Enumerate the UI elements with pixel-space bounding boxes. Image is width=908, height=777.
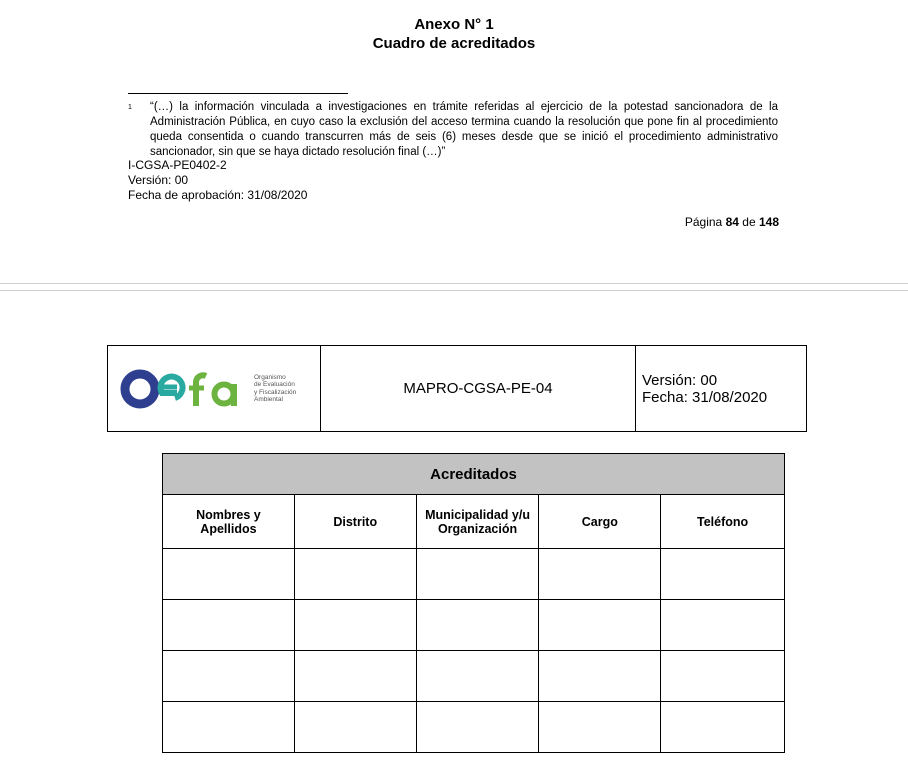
doc-code-cell xyxy=(321,346,636,431)
logo-cell xyxy=(108,346,321,431)
page-break-line xyxy=(0,283,908,284)
table-cell xyxy=(416,651,539,702)
table-row xyxy=(163,702,785,753)
oefa-logo xyxy=(120,368,242,410)
table-cell xyxy=(416,702,539,753)
page-current: 84 xyxy=(725,215,739,229)
table-cell xyxy=(294,651,416,702)
footnote-mark: 1 xyxy=(128,104,132,111)
column-header: Teléfono xyxy=(661,495,785,549)
table-cell xyxy=(661,702,785,753)
table-cell xyxy=(294,600,416,651)
table-cell xyxy=(539,549,661,600)
table-cell xyxy=(416,600,539,651)
logo-tagline xyxy=(254,374,308,404)
logo-tagline-line: de Evaluación xyxy=(254,381,295,388)
approval-date: Fecha de aprobación: 31/08/2020 xyxy=(128,188,308,202)
table-row xyxy=(163,651,785,702)
page-number xyxy=(685,215,779,229)
table-header-row xyxy=(163,495,785,549)
table-cell xyxy=(539,600,661,651)
column-header: Municipalidad y/u Organización xyxy=(416,495,539,549)
header-date: Fecha: 31/08/2020 xyxy=(642,388,768,406)
column-header: Nombres y Apellidos xyxy=(163,495,295,549)
table-cell xyxy=(539,651,661,702)
header-version: Versión: 00 xyxy=(642,371,718,389)
page-label: Página xyxy=(684,215,723,229)
table-cell xyxy=(539,702,661,753)
footnote xyxy=(128,100,778,160)
document-code: I-CGSA-PE0402-2 xyxy=(128,158,227,172)
table-cell xyxy=(416,549,539,600)
logo-tagline-line: y Fiscalización xyxy=(254,388,297,396)
annex-title: Anexo N° 1 xyxy=(414,16,494,33)
page-of: de xyxy=(742,215,756,229)
table-cell xyxy=(294,702,416,753)
column-header: Distrito xyxy=(294,495,416,549)
page-break-line xyxy=(0,290,908,291)
document-version: Versión: 00 xyxy=(128,173,189,187)
doc-code: MAPRO-CGSA-PE-04 xyxy=(403,380,553,397)
version-cell xyxy=(636,346,806,431)
table-row xyxy=(163,600,785,651)
footnote-rule xyxy=(128,93,348,94)
table-title: Acreditados xyxy=(163,454,785,495)
page-total: 148 xyxy=(758,215,779,229)
table-row xyxy=(163,549,785,600)
table-cell xyxy=(163,702,295,753)
oefa-logo-mark xyxy=(120,368,242,410)
logo-tagline-line: Organismo xyxy=(254,373,286,381)
table-cell xyxy=(661,549,785,600)
table-cell xyxy=(163,651,295,702)
document-header xyxy=(107,345,807,432)
table-cell xyxy=(661,651,785,702)
logo-tagline-line: Ambiental xyxy=(254,396,283,403)
table-cell xyxy=(661,600,785,651)
accredited-table xyxy=(162,453,785,753)
column-header: Cargo xyxy=(539,495,661,549)
table-cell xyxy=(163,549,295,600)
footnote-text: “(…) la información vinculada a investigaciones en trámite referidas al ejercicio de la potestad sancionadora de la Administración Pública, en cuyo caso la exclusión del acceso termina cuando la resolución que pone fin al procedimiento queda consentida o cuando transcurren más de seis (6) meses desde que se inició el procedimiento administrativo sancionador, sin que se haya dictado resolución final (…)” xyxy=(150,101,778,158)
table-cell xyxy=(163,600,295,651)
annex-subtitle: Cuadro de acreditados xyxy=(372,35,536,52)
table-cell xyxy=(294,549,416,600)
